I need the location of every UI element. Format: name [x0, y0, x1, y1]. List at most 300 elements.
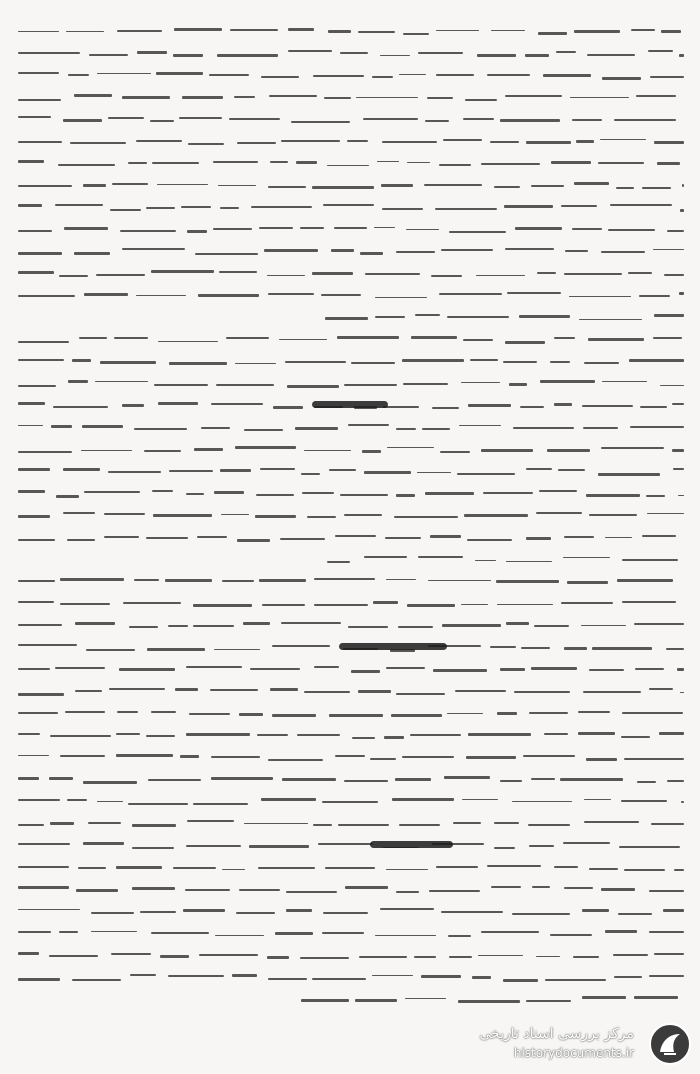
ink-word — [198, 294, 259, 297]
ink-word — [18, 252, 62, 255]
ink-word — [314, 578, 375, 580]
ink-word — [384, 736, 405, 739]
ink-word — [18, 515, 50, 517]
ink-word — [222, 869, 246, 871]
ink-word — [453, 822, 481, 824]
ink-word — [635, 668, 664, 670]
ink-word — [664, 274, 684, 277]
ink-word — [476, 275, 525, 277]
ink-word — [509, 383, 528, 386]
ink-word — [83, 842, 124, 844]
ink-word — [282, 778, 336, 781]
ink-word — [18, 52, 80, 54]
ink-word — [653, 337, 682, 339]
ink-word — [436, 30, 479, 32]
ink-word — [396, 494, 415, 497]
ink-word — [543, 74, 591, 77]
ink-word — [18, 539, 55, 542]
ink-word — [334, 227, 368, 230]
ink-word — [329, 469, 357, 471]
ink-word — [169, 470, 213, 473]
ink-word — [503, 979, 538, 982]
handwriting-line — [18, 52, 684, 54]
ink-word — [362, 450, 381, 453]
ink-word — [561, 205, 597, 207]
ink-word — [109, 688, 165, 690]
ink-word — [525, 54, 549, 57]
ink-word — [312, 978, 366, 980]
ink-word — [679, 54, 684, 57]
ink-word — [561, 602, 614, 604]
ink-word — [83, 184, 106, 187]
ink-word — [270, 161, 289, 163]
ink-word — [18, 644, 77, 646]
ink-word — [285, 361, 346, 363]
ink-word — [337, 336, 398, 338]
ink-word — [584, 362, 619, 365]
ink-word — [470, 359, 498, 361]
ink-word — [180, 755, 199, 758]
ink-word — [520, 406, 544, 408]
ink-word — [673, 468, 684, 470]
ink-word — [147, 648, 205, 651]
ink-word — [425, 492, 474, 495]
ink-word — [382, 208, 423, 210]
ink-word — [457, 473, 515, 475]
ink-word — [601, 447, 664, 449]
ink-word — [505, 248, 554, 250]
ink-word — [256, 494, 295, 496]
ink-word — [49, 955, 98, 957]
ink-word — [402, 756, 453, 758]
handwriting-line — [18, 162, 684, 164]
ink-word — [82, 425, 124, 428]
ink-word — [631, 29, 655, 31]
handwriting-line — [18, 536, 684, 538]
ink-word — [288, 50, 332, 52]
ink-word — [588, 338, 644, 341]
ink-word — [506, 622, 528, 625]
ink-word — [365, 273, 420, 275]
ink-word — [132, 887, 176, 890]
ink-word — [391, 714, 441, 717]
ink-word — [158, 341, 218, 343]
ink-word — [235, 363, 276, 365]
ink-word — [380, 908, 434, 910]
handwriting-line — [18, 822, 684, 824]
ink-word — [589, 669, 625, 671]
ink-word — [468, 733, 531, 736]
ink-word — [424, 184, 482, 186]
ink-word — [494, 822, 518, 824]
ink-word — [531, 185, 565, 187]
ink-word — [18, 99, 61, 101]
ink-word — [414, 956, 435, 958]
ink-word — [356, 97, 418, 99]
ink-word — [375, 935, 437, 937]
ink-word — [104, 513, 146, 515]
ink-word — [75, 690, 102, 692]
ink-word — [351, 670, 380, 672]
ink-word — [194, 448, 223, 450]
ink-word — [65, 711, 106, 713]
ink-word — [545, 979, 606, 981]
ink-word — [324, 97, 351, 99]
ink-word — [213, 161, 258, 164]
ink-word — [449, 956, 472, 958]
handwriting-line — [18, 514, 684, 516]
handwriting-line — [18, 140, 684, 142]
ink-word — [589, 868, 618, 870]
ink-word — [497, 604, 553, 606]
ink-word — [572, 228, 601, 230]
ink-word — [214, 491, 244, 494]
ink-word — [132, 847, 173, 849]
ink-word — [108, 117, 145, 119]
ink-word — [373, 601, 398, 604]
ink-word — [578, 732, 615, 735]
ink-word — [538, 32, 567, 34]
ink-word — [67, 539, 94, 541]
ink-word — [18, 931, 51, 933]
ink-word — [53, 406, 108, 408]
ink-word — [637, 781, 657, 784]
ink-word — [410, 734, 461, 736]
ink-word — [650, 76, 684, 79]
ink-word — [261, 798, 316, 800]
ink-word — [295, 427, 339, 430]
ink-word — [649, 931, 684, 933]
ink-word — [352, 737, 375, 739]
ink-word — [582, 909, 609, 911]
ink-word — [461, 604, 487, 606]
ink-word — [134, 579, 159, 581]
ink-word — [301, 999, 349, 1002]
ink-word — [267, 956, 289, 959]
ink-word — [313, 75, 364, 77]
ink-word — [168, 975, 225, 977]
ink-word — [312, 272, 353, 275]
ink-word — [618, 913, 651, 915]
ink-word — [653, 249, 684, 251]
ink-word — [169, 362, 228, 365]
ink-word — [129, 626, 158, 628]
ink-word — [239, 889, 280, 891]
ink-word — [74, 94, 112, 97]
ink-word — [387, 447, 434, 449]
ink-word — [584, 821, 640, 823]
ink-word — [262, 604, 305, 606]
ink-word — [116, 733, 140, 736]
ink-word — [18, 866, 69, 868]
ink-word — [279, 339, 327, 341]
ink-word — [624, 869, 665, 871]
ink-word — [325, 317, 368, 319]
ink-word — [529, 712, 569, 714]
ink-word — [260, 468, 296, 470]
ink-word — [500, 119, 560, 122]
ink-word — [68, 74, 89, 76]
ink-word — [659, 732, 684, 735]
ink-word — [302, 492, 334, 494]
ink-word — [372, 76, 394, 78]
ink-word — [269, 95, 317, 98]
ink-word — [214, 649, 260, 651]
ink-word — [550, 361, 570, 363]
ink-word — [411, 336, 457, 338]
ink-word — [505, 341, 546, 344]
ink-word — [348, 424, 390, 426]
ink-word — [654, 141, 684, 144]
ink-word — [58, 164, 115, 166]
ink-word — [18, 204, 42, 207]
ink-word — [564, 273, 622, 275]
ink-word — [583, 427, 618, 429]
ink-word — [589, 514, 638, 516]
ink-word — [128, 162, 147, 164]
ink-word — [598, 473, 660, 476]
ink-word — [355, 999, 398, 1002]
ink-word — [536, 512, 582, 514]
handwriting-line — [18, 646, 684, 648]
handwriting-line — [18, 404, 684, 406]
ink-word — [243, 622, 270, 625]
ink-word — [327, 561, 351, 564]
ink-word — [415, 314, 440, 316]
ink-word — [532, 886, 551, 888]
ink-word — [259, 227, 294, 229]
ink-word — [95, 381, 148, 383]
handwriting-line — [18, 250, 684, 252]
ink-word — [458, 1000, 520, 1002]
ink-word — [18, 385, 56, 387]
ink-word — [215, 935, 264, 937]
ink-word — [402, 359, 464, 362]
ink-word — [601, 251, 644, 254]
ink-word — [114, 337, 148, 339]
ink-word — [288, 28, 314, 31]
ink-word — [63, 119, 102, 122]
ink-word — [574, 30, 620, 33]
ink-word — [351, 362, 396, 364]
ink-word — [226, 337, 269, 339]
ink-word — [261, 76, 300, 78]
ink-word — [605, 537, 632, 539]
ink-word — [421, 975, 461, 978]
handwriting-line — [18, 690, 684, 692]
handwriting-line — [18, 998, 684, 1000]
ink-word — [550, 934, 592, 936]
ink-word — [370, 758, 396, 760]
ink-word — [18, 425, 43, 427]
ink-word — [321, 294, 361, 296]
ink-word — [268, 186, 306, 189]
ink-word — [312, 186, 374, 189]
ink-word — [512, 801, 572, 803]
ink-word — [182, 96, 223, 99]
handwriting-line — [18, 470, 684, 472]
handwriting-line — [18, 624, 684, 626]
ink-word — [465, 99, 497, 101]
ink-word — [186, 733, 250, 736]
ink-word — [193, 625, 234, 627]
ink-word — [146, 735, 174, 737]
ink-word — [663, 909, 684, 912]
ink-word — [18, 733, 40, 735]
ink-word — [108, 471, 161, 473]
ink-word — [513, 427, 574, 429]
ink-word — [181, 206, 211, 208]
ink-word — [466, 756, 516, 758]
ink-word — [481, 163, 540, 165]
ink-word — [97, 801, 123, 803]
ink-word — [429, 890, 480, 893]
ink-word — [621, 800, 667, 803]
ink-word — [18, 799, 60, 801]
ink-word — [386, 869, 429, 871]
ink-word — [338, 824, 390, 826]
ink-word — [193, 803, 248, 805]
ink-word — [433, 669, 487, 672]
ink-word — [534, 625, 569, 628]
ink-word — [463, 339, 493, 341]
ink-word — [281, 622, 341, 624]
ink-word — [335, 535, 376, 537]
ink-word — [399, 74, 426, 76]
ink-word — [259, 579, 306, 582]
ink-word — [463, 118, 494, 120]
ink-word — [146, 537, 188, 539]
ink-word — [654, 314, 684, 317]
ink-word — [234, 96, 254, 98]
ink-word — [104, 536, 139, 538]
ink-word — [448, 935, 471, 937]
ink-word — [382, 141, 437, 143]
ink-word — [491, 886, 521, 888]
ink-word — [491, 30, 525, 32]
ink-word — [407, 604, 455, 607]
ink-word — [236, 912, 275, 914]
ink-word — [300, 957, 350, 959]
ink-word — [18, 712, 58, 714]
ink-word — [583, 691, 641, 693]
ink-word — [512, 913, 570, 915]
ink-word — [462, 799, 498, 801]
ink-word — [598, 162, 644, 164]
ink-word — [600, 139, 647, 141]
ink-word — [614, 976, 643, 978]
ink-word — [624, 758, 684, 760]
ink-word — [328, 30, 352, 33]
ink-word — [554, 337, 575, 340]
ink-word — [405, 998, 446, 1000]
ink-word — [634, 996, 678, 998]
ink-word — [18, 580, 55, 582]
ink-word — [602, 77, 641, 80]
ink-word — [682, 184, 684, 187]
ink-word — [96, 274, 144, 276]
ink-word — [578, 711, 610, 713]
ink-word — [503, 361, 537, 363]
ink-word — [642, 187, 671, 189]
ink-word — [649, 890, 684, 892]
handwriting-line — [18, 756, 684, 758]
ink-word — [137, 51, 167, 54]
ink-word — [211, 756, 261, 758]
handwriting-line — [18, 888, 684, 890]
ink-word — [18, 116, 51, 118]
ink-word — [156, 72, 203, 74]
ink-word — [18, 185, 72, 187]
ink-word — [406, 229, 439, 231]
ink-word — [360, 252, 383, 255]
ink-word — [219, 271, 256, 273]
handwriting-line — [18, 976, 684, 978]
ink-word — [210, 689, 259, 691]
ink-word — [286, 891, 337, 894]
ink-word — [183, 909, 225, 912]
handwriting-line — [18, 448, 684, 450]
ink-word — [521, 647, 550, 649]
ink-word — [211, 777, 273, 779]
ink-word — [403, 33, 429, 35]
ink-word — [556, 51, 575, 54]
ink-word — [569, 296, 631, 298]
ink-word — [605, 930, 637, 932]
ink-word — [505, 95, 561, 97]
ink-word — [304, 691, 350, 693]
ink-word — [304, 450, 351, 452]
ink-word — [418, 52, 463, 54]
ink-word — [622, 601, 676, 603]
ink-word — [344, 780, 388, 782]
ink-word — [394, 516, 457, 518]
ink-word — [128, 803, 188, 805]
ink-word — [677, 668, 684, 671]
ink-word — [217, 54, 278, 57]
ink-word — [116, 866, 161, 869]
ink-word — [616, 187, 634, 189]
ink-word — [472, 976, 491, 979]
ink-word — [674, 869, 684, 871]
ink-word — [63, 468, 101, 471]
ink-word — [657, 162, 680, 164]
ink-word — [307, 516, 336, 518]
ink-word — [531, 667, 578, 670]
ink-word — [157, 184, 208, 186]
ink-word — [614, 119, 676, 121]
ink-word — [187, 820, 233, 822]
watermark — [404, 1022, 692, 1066]
ink-word — [186, 845, 241, 847]
ink-word — [201, 427, 230, 429]
handwriting-line — [18, 96, 684, 98]
ink-word — [249, 845, 309, 848]
ink-word — [570, 97, 629, 99]
ink-word — [584, 799, 611, 801]
ink-word — [100, 361, 156, 364]
ink-word — [447, 713, 483, 715]
ink-word — [558, 469, 584, 471]
ink-word — [487, 74, 529, 76]
handwritten-text-block — [18, 30, 684, 1040]
ink-word — [209, 74, 249, 76]
ink-word — [564, 536, 595, 538]
ink-word — [74, 252, 110, 255]
ink-word — [18, 490, 45, 493]
ink-word — [636, 95, 676, 97]
ink-word — [160, 955, 188, 958]
